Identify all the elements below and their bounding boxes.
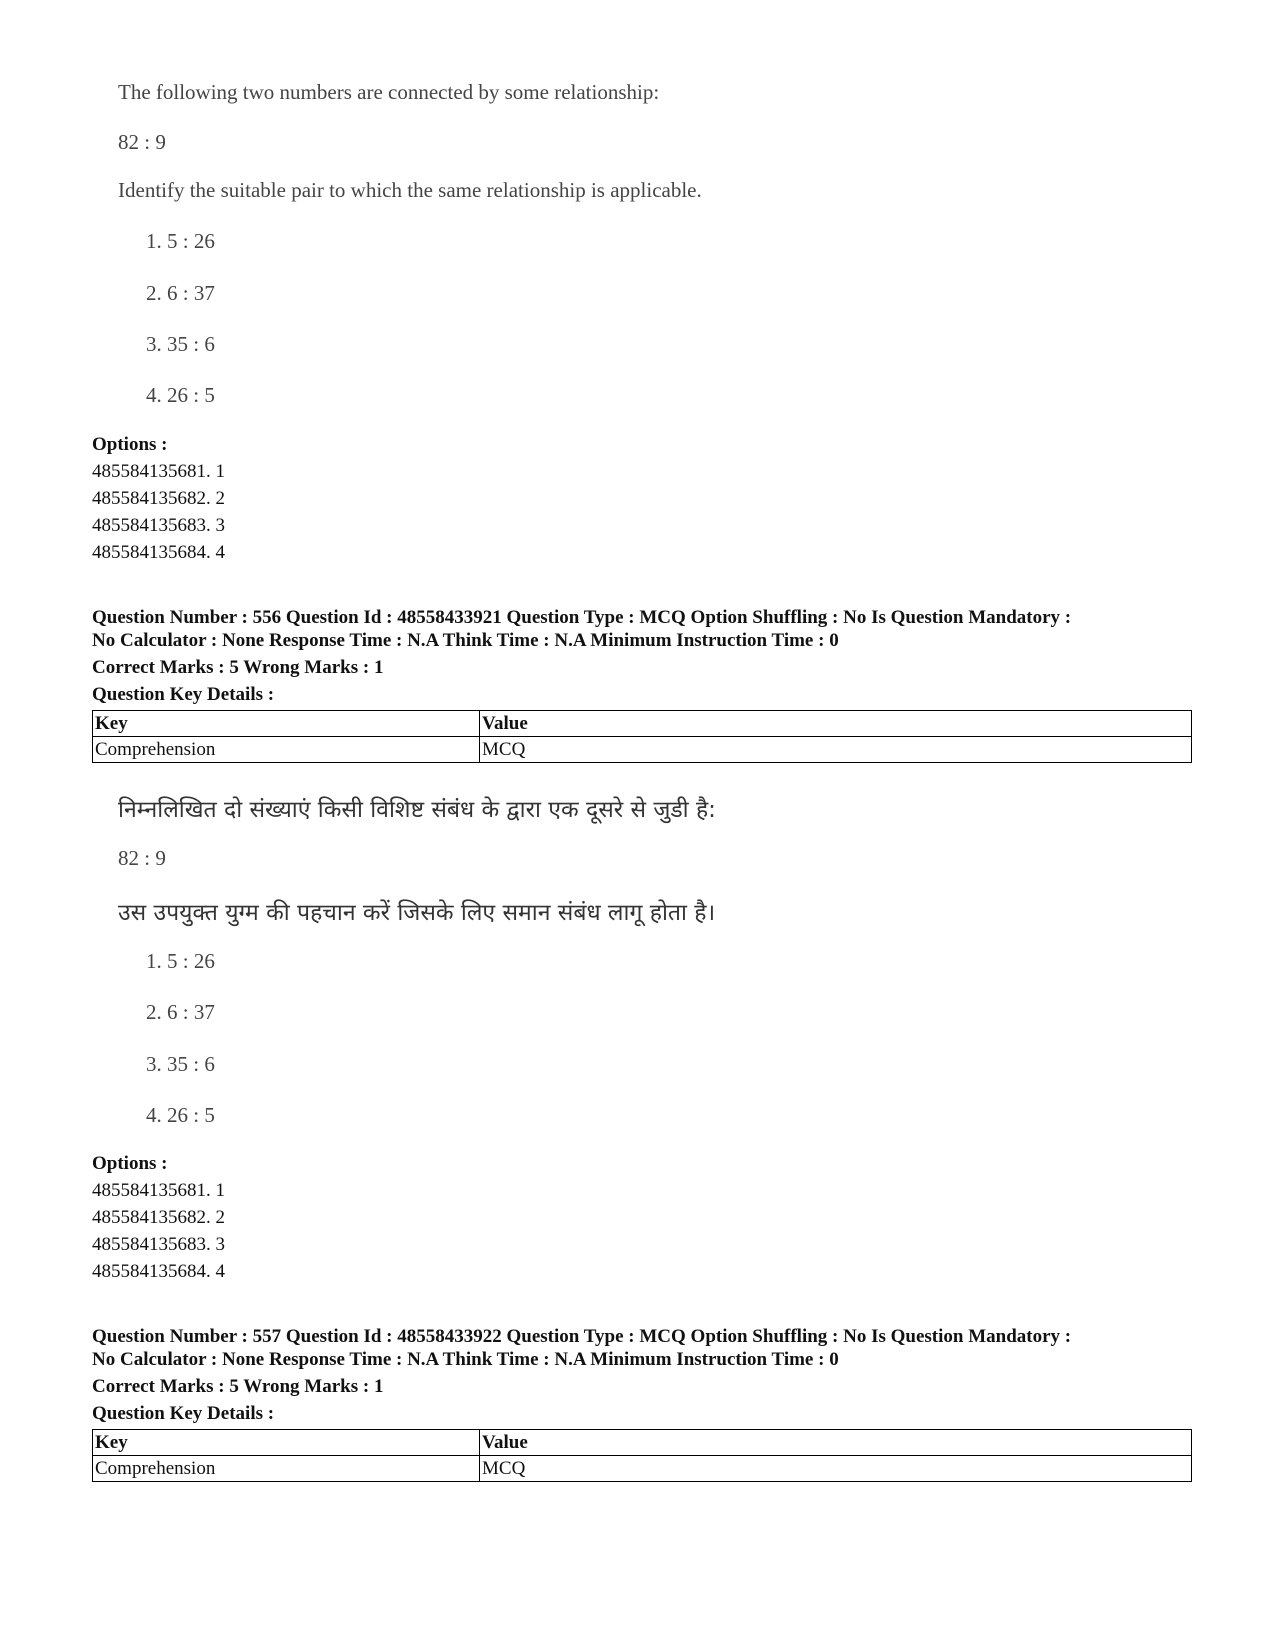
question-marks: Correct Marks : 5 Wrong Marks : 1 xyxy=(92,1376,384,1397)
key-details-table xyxy=(92,1429,1192,1482)
choice-1: 1. 5 : 26 xyxy=(146,949,215,973)
question-stem-hindi: निम्नलिखित दो संख्याएं किसी विशिष्ट संबंध के द्वारा एक दूसरे से जुडी है: xyxy=(118,797,716,823)
option-line: 485584135681. 1 xyxy=(92,1180,225,1201)
table-cell-value: MCQ xyxy=(480,737,1192,763)
choice-1: 1. 5 : 26 xyxy=(146,229,215,253)
options-label: Options : xyxy=(92,434,168,455)
choice-3: 3. 35 : 6 xyxy=(146,332,215,356)
option-line: 485584135684. 4 xyxy=(92,1261,225,1282)
choice-4: 4. 26 : 5 xyxy=(146,1103,215,1127)
question-stem: The following two numbers are connected by some relationship: xyxy=(118,80,660,104)
option-line: 485584135684. 4 xyxy=(92,542,225,563)
table-header-value: Value xyxy=(480,1430,1192,1456)
question-key-details-label: Question Key Details : xyxy=(92,684,275,705)
table-header-value: Value xyxy=(480,711,1192,737)
question-meta-line1: Question Number : 556 Question Id : 48558433921 Question Type : MCQ Option Shuffling : No Is Question Mandatory : xyxy=(92,607,1072,628)
question-pair: 82 : 9 xyxy=(118,846,166,870)
question-meta-line2: No Calculator : None Response Time : N.A Think Time : N.A Minimum Instruction Time : 0 xyxy=(92,1349,839,1370)
option-line: 485584135682. 2 xyxy=(92,488,225,509)
table-header-key: Key xyxy=(93,1430,480,1456)
choice-2: 2. 6 : 37 xyxy=(146,1000,215,1024)
table-cell-value: MCQ xyxy=(480,1456,1192,1482)
table-header-key: Key xyxy=(93,711,480,737)
option-line: 485584135682. 2 xyxy=(92,1207,225,1228)
question-instruction-hindi: उस उपयुक्त युग्म की पहचान करें जिसके लिए समान संबंध लागू होता है। xyxy=(118,900,716,926)
key-details-table xyxy=(92,710,1192,763)
question-instruction: Identify the suitable pair to which the same relationship is applicable. xyxy=(118,178,702,202)
question-marks: Correct Marks : 5 Wrong Marks : 1 xyxy=(92,657,384,678)
table-cell-key: Comprehension xyxy=(93,737,480,763)
question-pair: 82 : 9 xyxy=(118,130,166,154)
options-label: Options : xyxy=(92,1153,168,1174)
choice-2: 2. 6 : 37 xyxy=(146,281,215,305)
option-line: 485584135683. 3 xyxy=(92,515,225,536)
option-line: 485584135681. 1 xyxy=(92,461,225,482)
choice-4: 4. 26 : 5 xyxy=(146,383,215,407)
question-meta-line2: No Calculator : None Response Time : N.A Think Time : N.A Minimum Instruction Time : 0 xyxy=(92,630,839,651)
question-meta-line1: Question Number : 557 Question Id : 48558433922 Question Type : MCQ Option Shuffling : No Is Question Mandatory : xyxy=(92,1326,1072,1347)
choice-3: 3. 35 : 6 xyxy=(146,1052,215,1076)
question-key-details-label: Question Key Details : xyxy=(92,1403,275,1424)
option-line: 485584135683. 3 xyxy=(92,1234,225,1255)
table-cell-key: Comprehension xyxy=(93,1456,480,1482)
